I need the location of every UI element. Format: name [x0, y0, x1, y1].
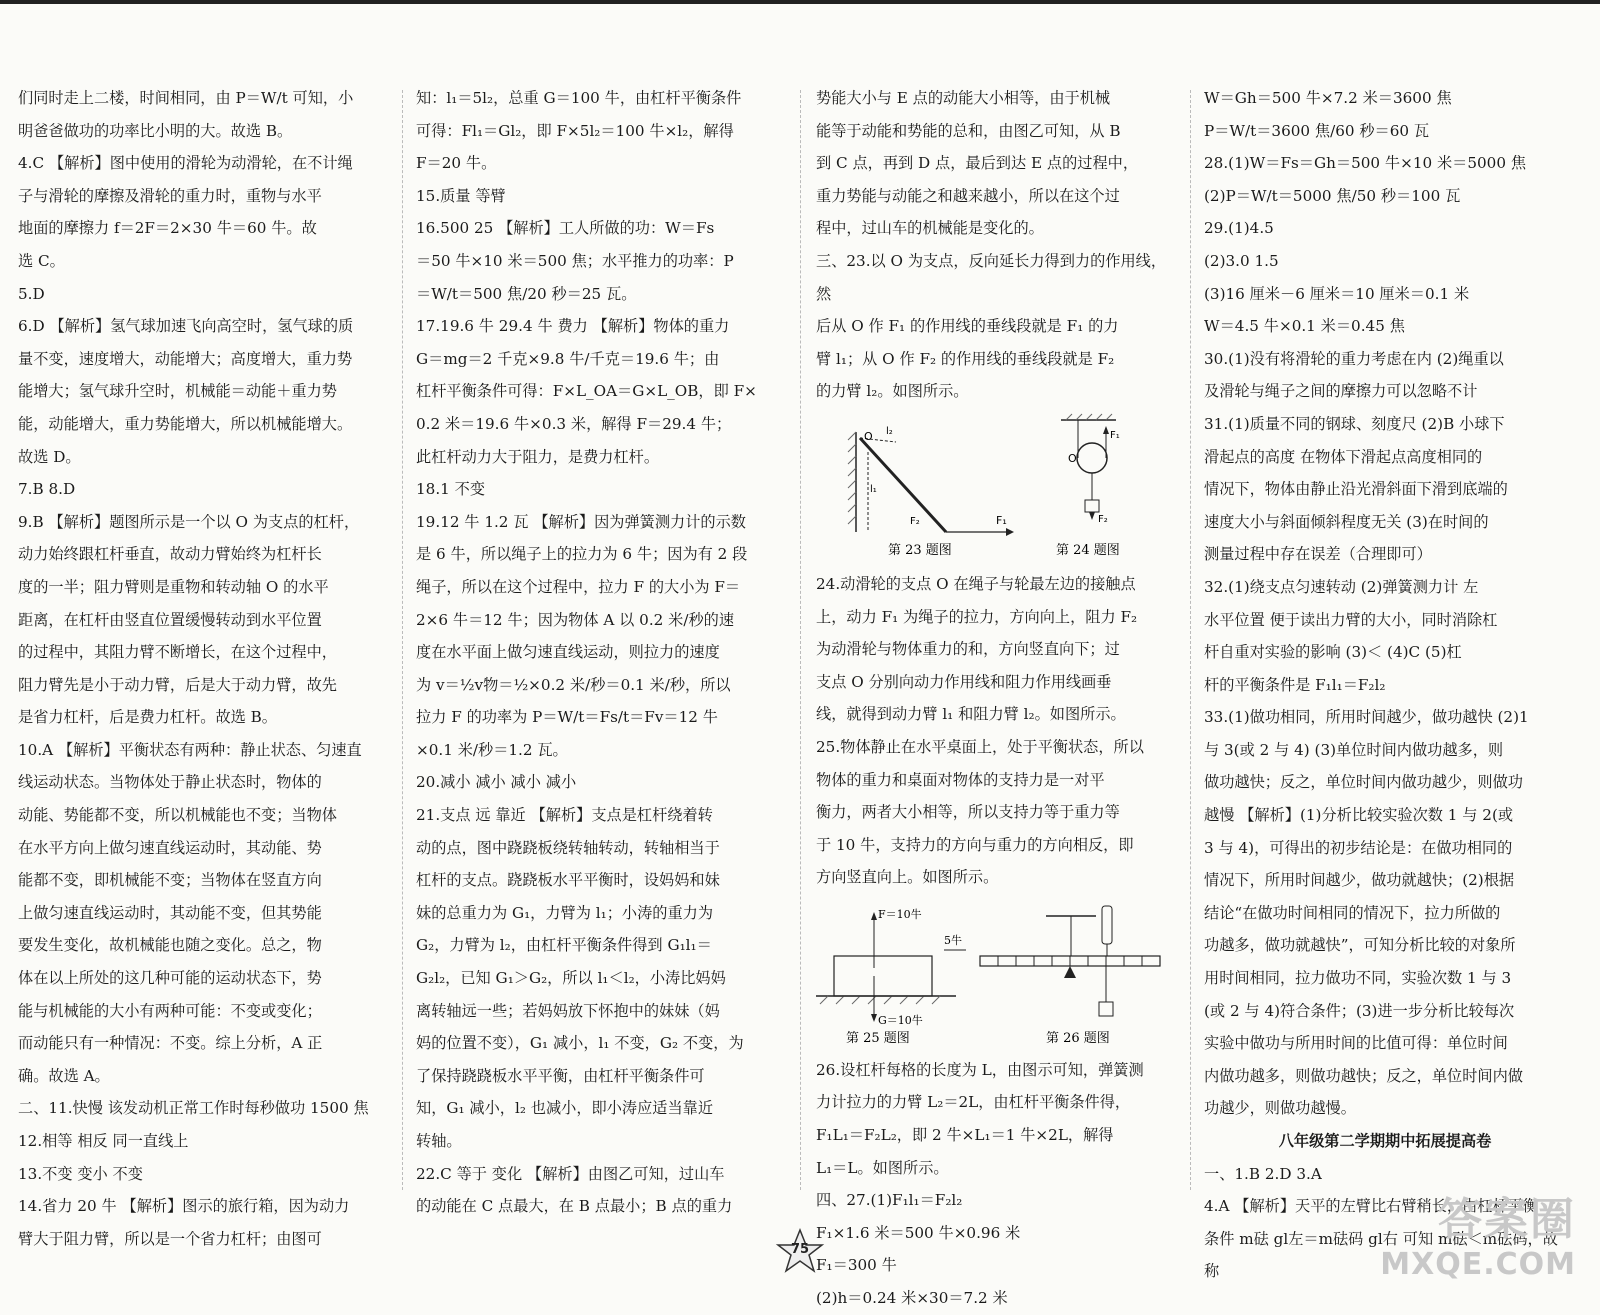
text-line: 滑起点的高度 在物体下滑起点高度相同的: [1204, 447, 1483, 466]
text-line: 后从 O 作 F₁ 的作用线的垂线段就是 F₁ 的力: [816, 317, 1119, 336]
column-4: [1204, 82, 1566, 1288]
svg-text:O: O: [1068, 451, 1077, 465]
text-line: 八年级第二学期期中拓展提高卷: [1278, 1132, 1492, 1150]
text-line: G₂l₂，已知 G₁＞G₂，所以 l₁＜l₂，小涛比妈妈: [416, 969, 726, 988]
text-line: 们同时走上二楼，时间相同，由 P＝W/t 可知，小: [18, 89, 354, 107]
text-line: 三、23.以 O 为支点，反向延长力得到力的作用线，然: [816, 251, 1167, 303]
text-line: 了保持跷跷板水平平衡，由杠杆平衡条件可: [416, 1066, 705, 1085]
text-line: 线运动状态。当物体处于静止状态时，物体的: [18, 773, 322, 792]
text-line: 二、11.快慢 该发动机正常工作时每秒做功 1500 焦: [18, 1099, 369, 1118]
text-line: 情况下，物体由静止沿光滑斜面下滑到底端的: [1204, 480, 1508, 499]
text-line: 势能大小与 E 点的动能大小相等，由于机械: [816, 89, 1111, 107]
text-line: 0.2 米＝19.6 牛×0.3 米，解得 F＝29.4 牛；: [416, 414, 732, 433]
label-scale: 5牛: [944, 933, 962, 947]
text-line: 的动能在 C 点最大，在 B 点最小；B 点的重力: [416, 1197, 733, 1216]
text-line: 于 10 牛，支持力的方向与重力的方向相反，即: [816, 835, 1134, 854]
text-line: 功越少，则做功越慢。: [1204, 1099, 1356, 1118]
text-line: 33.(1)做功相同，所用时间越少，做功越快 (2)1: [1204, 708, 1529, 727]
text-line: 9.B 【解析】题图所示是一个以 O 为支点的杠杆，: [18, 512, 360, 531]
text-line: W＝4.5 牛×0.1 米＝0.45 焦: [1204, 317, 1405, 336]
text-line: 要发生变化，故机械能也随之变化。总之，物: [18, 936, 322, 955]
text-line: 31.(1)质量不同的钢球、刻度尺 (2)B 小球下: [1204, 414, 1505, 433]
text-line: 方向竖直向上。如图所示。: [816, 868, 999, 887]
text-line: 13.不变 变小 不变: [18, 1164, 143, 1183]
text-line: 功越多，做功就越快”，可知分析比较的对象所: [1204, 936, 1516, 955]
text-line: 3 与 4)，可得出的初步结论是：在做功相同的: [1204, 838, 1513, 857]
text-line: 明爸爸做功的功率比小明的大。故选 B。: [18, 121, 293, 140]
text-line: 程中，过山车的机械能是变化的。: [816, 219, 1044, 238]
text-line: 28.(1)W＝Fs＝Gh＝500 牛×10 米＝5000 焦: [1204, 154, 1527, 173]
text-line: 结论“在做功时间相同的情况下，拉力所做的: [1204, 903, 1501, 922]
text-line: F₁L₁＝F₂L₂，即 2 牛×L₁＝1 牛×2L，解得: [816, 1126, 1114, 1145]
text-line: 选 C。: [18, 251, 65, 270]
text-line: 杠杆平衡条件可得：F×L_OA＝G×L_OB，即 F×: [416, 382, 757, 401]
svg-text:F₁: F₁: [1110, 429, 1120, 441]
text-line: 重力势能与动能之和越来越小，所以在这个过: [816, 186, 1120, 205]
text-line: 的力臂 l₂。如图所示。: [816, 382, 969, 401]
text-line: 一、1.B 2.D 3.A: [1204, 1164, 1322, 1183]
svg-text:F₂: F₂: [1098, 513, 1108, 525]
text-line: 度在水平面上做匀速直线运动，则拉力的速度: [416, 643, 720, 662]
svg-text:F₁: F₁: [996, 513, 1007, 527]
caption-26: 第 26 题图: [1046, 1030, 1110, 1046]
top-rule: [0, 0, 1600, 4]
text-line: 能增大；氢气球升空时，机械能＝动能＋重力势: [18, 382, 337, 401]
text-line: 22.C 等于 变化 【解析】由图乙可知，过山车: [416, 1164, 725, 1183]
text-line: 臂 l₁；从 O 作 F₂ 的作用线的垂线段就是 F₂: [816, 349, 1115, 368]
text-line: 支点 O 分别向动力作用线和阻力作用线画垂: [816, 672, 1112, 691]
text-line: 故选 D。: [18, 447, 81, 466]
text-line: 体在以上所处的这几种可能的运动状态下，势: [18, 969, 322, 988]
text-line: F＝20 牛。: [416, 154, 497, 173]
text-line: 离转轴远一些；若妈妈放下怀抱中的妹妹（妈: [416, 1001, 720, 1020]
text-line: (或 2 与 4)符合条件；(3)进一步分析比较每次: [1204, 1001, 1515, 1020]
text-line: 16.500 25 【解析】工人所做的功：W＝Fs: [416, 219, 715, 238]
text-line: 在水平方向上做匀速直线运动时，其动能、势: [18, 838, 322, 857]
text-line: 而动能只有一种情况：不变。综上分析，A 正: [18, 1034, 323, 1053]
text-line: ＝50 牛×10 米＝500 焦；水平推力的功率：P: [416, 251, 734, 270]
text-line: 实验中做功与所用时间的比值可得：单位时间: [1204, 1034, 1508, 1053]
text-line: 衡力，两者大小相等，所以支持力等于重力等: [816, 803, 1120, 822]
text-line: 20.减小 减小 减小 减小: [416, 773, 577, 792]
label-f-up: F＝10牛: [878, 907, 922, 921]
text-line: 17.19.6 牛 29.4 牛 费力 【解析】物体的重力: [416, 317, 730, 336]
figure-23-24: [816, 412, 1168, 562]
text-line: 24.动滑轮的支点 O 在绳子与轮最左边的接触点: [816, 574, 1136, 593]
text-line: 4.A 【解析】天平的左臂比右臂稍长，由杠杆平衡: [1204, 1197, 1539, 1216]
text-line: 子与滑轮的摩擦及滑轮的重力时，重物与水平: [18, 186, 322, 205]
text-line: 速度大小与斜面倾斜程度无关 (3)在时间的: [1204, 512, 1489, 531]
text-line: 绳子，所以在这个过程中，拉力 F 的大小为 F＝: [416, 577, 741, 596]
text-line: 阻力臂先是小于动力臂，后是大于动力臂，故先: [18, 675, 337, 694]
text-line: 能等于动能和势能的总和，由图乙可知，从 B: [816, 121, 1121, 140]
text-line: 知：l₁＝5l₂，总重 G＝100 牛，由杠杆平衡条件: [416, 89, 742, 107]
text-line: 是 6 牛，所以绳子上的拉力为 6 牛；因为有 2 段: [416, 545, 748, 564]
text-line: 越慢 【解析】(1)分析比较实验次数 1 与 2(或: [1204, 806, 1514, 825]
caption-23: 第 23 题图: [888, 542, 952, 558]
text-line: 用时间相同，拉力做功不同，实验次数 1 与 3: [1204, 969, 1512, 988]
text-line: 上做匀速直线运动时，其动能不变，但其势能: [18, 903, 322, 922]
column-1: [18, 82, 370, 1255]
column-divider: [402, 90, 403, 1190]
text-line: (2)h＝0.24 米×30＝7.2 米: [816, 1289, 1008, 1308]
text-line: 量不变，速度增大，动能增大；高度增大，重力势: [18, 349, 353, 368]
text-line: 25.物体静止在水平桌面上，处于平衡状态，所以: [816, 737, 1144, 756]
text-line: 确。故选 A。: [18, 1066, 110, 1085]
text-line: 14.省力 20 牛 【解析】图示的旅行箱，因为动力: [18, 1197, 350, 1216]
text-line: 2×6 牛＝12 牛；因为物体 A 以 0.2 米/秒的速: [416, 610, 735, 629]
svg-text:O: O: [864, 429, 873, 443]
page-number-badge: [769, 1228, 831, 1276]
text-line: 5.D: [18, 284, 45, 303]
text-line: 26.设杠杆每格的长度为 L，由图示可知，弹簧测: [816, 1060, 1144, 1079]
column-2: [416, 82, 768, 1223]
watermark: [1380, 1183, 1576, 1282]
text-line: 测量过程中存在误差（合理即可）: [1204, 545, 1432, 564]
text-line: L₁＝L。如图所示。: [816, 1158, 949, 1177]
figure-23-24-drawing: [816, 412, 1168, 562]
text-line: 线，就得到动力臂 l₁ 和阻力臂 l₂。如图所示。: [816, 705, 1126, 724]
text-line: (2)P＝W/t＝5000 焦/50 秒＝100 瓦: [1204, 186, 1461, 205]
text-line: 物体的重力和桌面对物体的支持力是一对平: [816, 770, 1105, 789]
text-line: 妈的位置不变），G₁ 减小，l₁ 不变，G₂ 不变，为: [416, 1034, 744, 1053]
text-line: 度的一半；阻力臂则是重物和转动轴 O 的水平: [18, 577, 329, 596]
text-line: P＝W/t＝3600 焦/60 秒＝60 瓦: [1204, 121, 1430, 140]
text-line: 力计拉力的力臂 L₂＝2L，由杠杆平衡条件得，: [816, 1093, 1131, 1112]
text-line: 30.(1)没有将滑轮的重力考虑在内 (2)绳重以: [1204, 349, 1504, 368]
figure-25-26-drawing: [816, 898, 1168, 1048]
text-line: 此杠杆动力大于阻力，是费力杠杆。: [416, 447, 659, 466]
text-line: 地面的摩擦力 f＝2F＝2×30 牛＝60 牛。故: [18, 219, 317, 238]
svg-text:l₁: l₁: [870, 483, 877, 495]
column-divider: [1190, 90, 1191, 1190]
text-line: ×0.1 米/秒＝1.2 瓦。: [416, 740, 568, 759]
text-line: 妹的总重力为 G₁，力臂为 l₁；小涛的重力为: [416, 903, 714, 922]
text-line: 转轴。: [416, 1132, 462, 1150]
text-line: F₁×1.6 米＝500 牛×0.96 米: [816, 1223, 1021, 1242]
text-line: 杠杆的支点。跷跷板水平平衡时，设妈妈和妹: [416, 871, 720, 890]
text-line: W＝Gh＝500 牛×7.2 米＝3600 焦: [1204, 89, 1452, 107]
text-line: 动能、势能都不变，所以机械能也不变；当物体: [18, 806, 337, 825]
text-line: 10.A 【解析】平衡状态有两种：静止状态、匀速直: [18, 740, 362, 759]
text-line: 32.(1)绕支点匀速转动 (2)弹簧测力计 左: [1204, 577, 1479, 596]
text-line: 知，G₁ 减小，l₂ 也减小，即小涛应适当靠近: [416, 1099, 714, 1118]
text-line: 可得：Fl₁＝Gl₂，即 F×5l₂＝100 牛×l₂，解得: [416, 121, 734, 140]
text-line: G₂，力臂为 l₂，由杠杆平衡条件得到 G₁l₁＝: [416, 936, 712, 955]
svg-text:F₂: F₂: [910, 515, 920, 527]
text-line: 12.相等 相反 同一直线上: [18, 1132, 189, 1150]
text-line: 能与机械能的大小有两种可能：不变或变化；: [18, 1001, 322, 1020]
text-line: 杆自重对实验的影响 (3)＜ (4)C (5)杠: [1204, 643, 1462, 662]
text-line: ＝W/t＝500 焦/20 秒＝25 瓦。: [416, 284, 637, 303]
column-divider: [800, 90, 801, 1190]
text-line: 臂大于阻力臂，所以是一个省力杠杆；由图可: [18, 1229, 322, 1248]
text-line: 杆的平衡条件是 F₁l₁＝F₂l₂: [1204, 675, 1386, 694]
text-line: 18.1 不变: [416, 480, 486, 499]
text-line: 15.质量 等臂: [416, 186, 506, 205]
text-line: 做功越快；反之，单位时间内做功越少，则做功: [1204, 773, 1523, 792]
text-line: 情况下，所用时间越少，做功就越快；(2)根据: [1204, 871, 1515, 890]
column-3: [816, 82, 1168, 1315]
text-line: 内做功越多，则做功越快；反之，单位时间内做: [1204, 1066, 1523, 1085]
text-line: (2)3.0 1.5: [1204, 251, 1279, 270]
caption-25: 第 25 题图: [846, 1030, 910, 1046]
watermark-site: MXQE.COM: [1380, 1247, 1576, 1282]
text-line: 为 v＝½v物＝½×0.2 米/秒＝0.1 米/秒，所以: [416, 675, 731, 694]
label-g-down: G＝10牛: [878, 1013, 923, 1027]
text-line: 距离，在杠杆由竖直位置缓慢转动到水平位置: [18, 610, 322, 629]
text-line: 6.D 【解析】氢气球加速飞向高空时，氢气球的质: [18, 317, 354, 336]
text-line: 拉力 F 的功率为 P＝W/t＝Fs/t＝Fv＝12 牛: [416, 708, 718, 727]
text-line: 29.(1)4.5: [1204, 219, 1274, 238]
watermark-logo: 答案圈: [1438, 1194, 1576, 1245]
text-line: 条件 m砝 gl左＝m砝码 gl右 可知 m砝＜m砝码，故称: [1204, 1229, 1558, 1281]
text-line: 到 C 点，再到 D 点，最后到达 E 点的过程中，: [816, 154, 1139, 173]
text-line: 是省力杠杆，后是费力杠杆。故选 B。: [18, 708, 277, 727]
text-line: 上，动力 F₁ 为绳子的拉力，方向向上，阻力 F₂: [816, 607, 1138, 626]
text-line: 能都不变，即机械能不变；当物体在竖直方向: [18, 871, 322, 890]
text-line: 能，动能增大，重力势能增大，所以机械能增大。: [18, 414, 353, 433]
caption-24: 第 24 题图: [1056, 542, 1120, 558]
text-line: 动的点，图中跷跷板绕转轴转动，转轴相当于: [416, 838, 720, 857]
text-line: 4.C 【解析】图中使用的滑轮为动滑轮，在不计绳: [18, 154, 353, 173]
text-line: 19.12 牛 1.2 瓦 【解析】因为弹簧测力计的示数: [416, 512, 746, 531]
text-line: 水平位置 便于读出力臂的大小，同时消除杠: [1204, 610, 1498, 629]
text-line: F₁＝300 牛: [816, 1256, 897, 1275]
text-line: 21.支点 远 靠近 【解析】支点是杠杆绕着转: [416, 806, 713, 825]
text-line: 的过程中，其阻力臂不断增长，在这个过程中，: [18, 643, 337, 662]
text-line: 动力始终跟杠杆垂直，故动力臂始终为杠杆长: [18, 545, 322, 564]
text-line: 及滑轮与绳子之间的摩擦力可以忽略不计: [1204, 382, 1478, 401]
svg-text:l₂: l₂: [886, 425, 893, 437]
text-line: 与 3(或 2 与 4) (3)单位时间内做功越多，则: [1204, 740, 1504, 759]
text-line: (3)16 厘米－6 厘米＝10 厘米＝0.1 米: [1204, 284, 1470, 303]
text-line: 7.B 8.D: [18, 480, 76, 499]
text-line: 为动滑轮与物体重力的和，方向竖直向下；过: [816, 640, 1120, 659]
page-number: 75: [790, 1242, 810, 1257]
text-line: 四、27.(1)F₁l₁＝F₂l₂: [816, 1191, 963, 1210]
text-line: G＝mg＝2 千克×9.8 牛/千克＝19.6 牛；由: [416, 349, 720, 368]
figure-25-26: [816, 898, 1168, 1048]
